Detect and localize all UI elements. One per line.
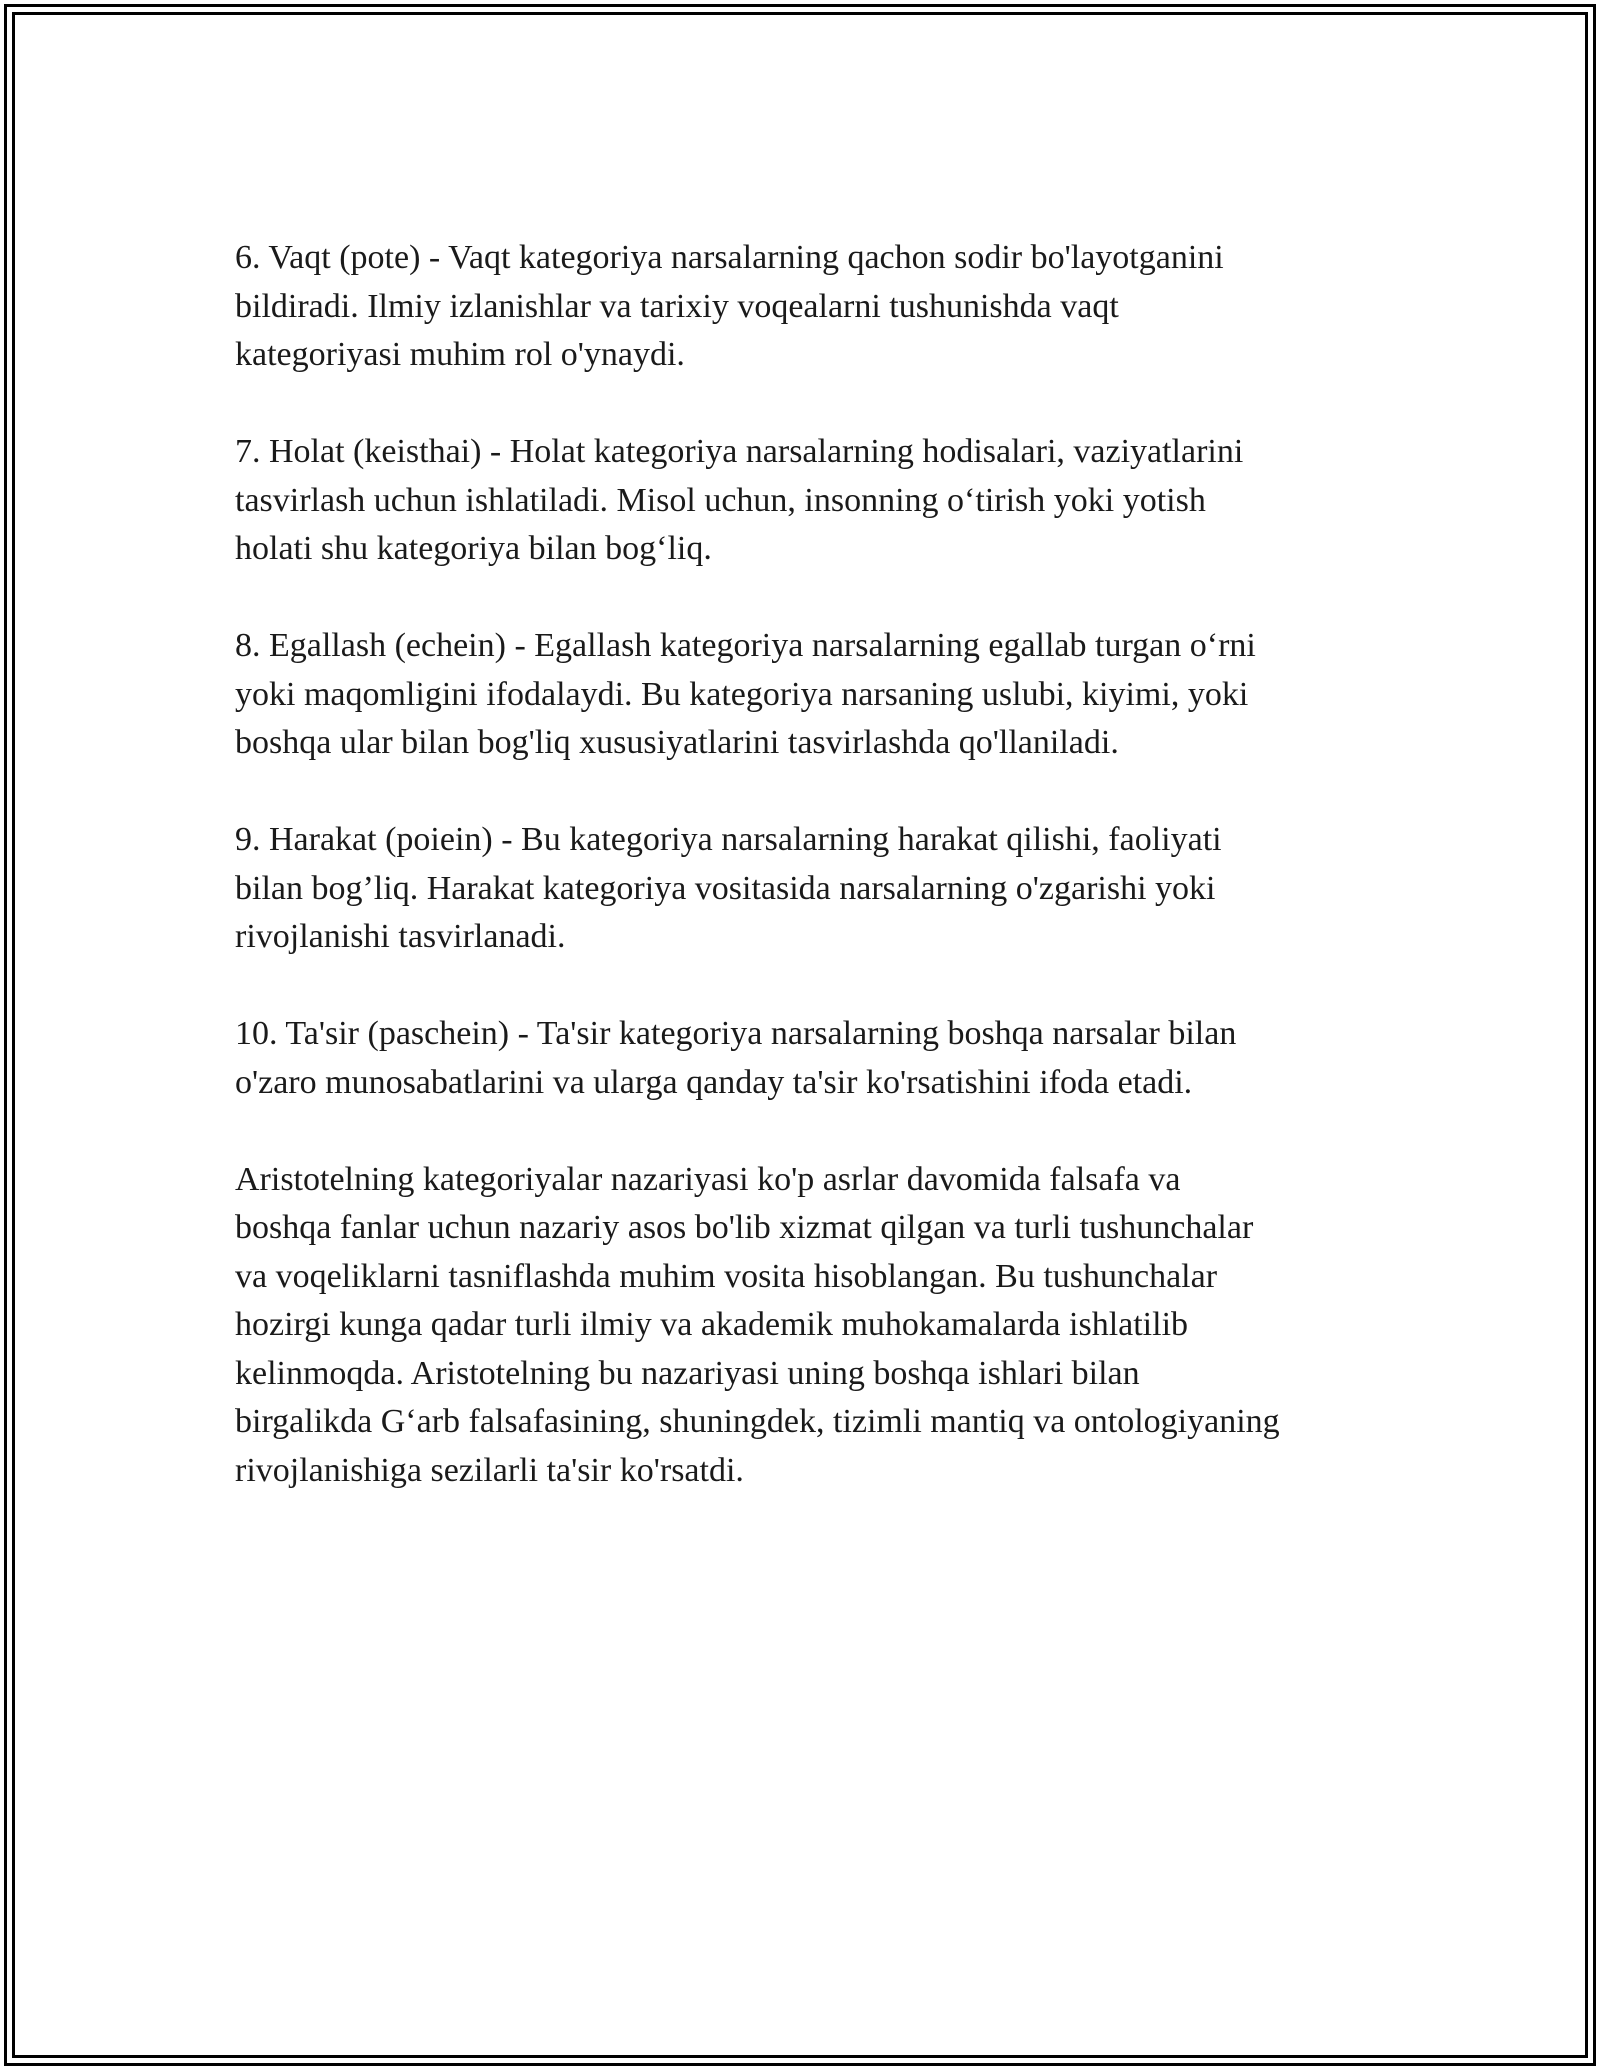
paragraph-harakat: 9. Harakat (poiein) - Bu kategoriya narsalarning harakat qilishi, faoliyati bilan bog’liq. Harakat kategoriya vositasida narsalarning o'zgarishi yoki rivojlanishi tasvirlanadi.	[235, 821, 1222, 955]
paragraph-egallash: 8. Egallash (echein) - Egallash kategoriya narsalarning egallab turgan o‘rni yoki maqomligini ifodalaydi. Bu kategoriya narsaning uslubi, kiyimi, yoki boshqa ular bilan bog'liq xususiyatlarini tasvirlashda qo'llaniladi.	[235, 627, 1256, 761]
paragraph-conclusion: Aristotelning kategoriyalar nazariyasi ko'p asrlar davomida falsafa va boshqa fanlar uchun nazariy asos bo'lib xizmat qilgan va turli tushunchalar va voqeliklarni tasniflashda muhim vosita hisoblangan. Bu tushunchalar hozirgi kunga qadar turli ilmiy va akademik muhokamalarda ishlatilib kelinmoqda. Aristotelning bu nazariyasi uning boshqa ishlari bilan birgalikda G‘arb falsafasining, shuningdek, tizimli mantiq va ontologiyaning rivojlanishiga sezilarli ta'sir ko'rsatdi.	[235, 1160, 1280, 1489]
paragraph-vaqt: 6. Vaqt (pote) - Vaqt kategoriya narsalarning qachon sodir bo'layotganini bildiradi. Ilmiy izlanishlar va tarixiy voqealarni tushunishda vaqt kategoriyasi muhim rol o'ynaydi.	[235, 239, 1224, 373]
paragraph-holat: 7. Holat (keisthai) - Holat kategoriya narsalarning hodisalari, vaziyatlarini tasvirlash uchun ishlatiladi. Misol uchun, insonning o‘tirish yoki yotish holati shu kategoriya bilan bog‘liq.	[235, 433, 1244, 567]
paragraph-tasir: 10. Ta'sir (paschein) - Ta'sir kategoriya narsalarning boshqa narsalar bilan o'zaro munosabatlarini va ularga qanday ta'sir ko'rsatishini ifoda etadi.	[235, 1015, 1237, 1101]
document-body	[235, 234, 1395, 1495]
